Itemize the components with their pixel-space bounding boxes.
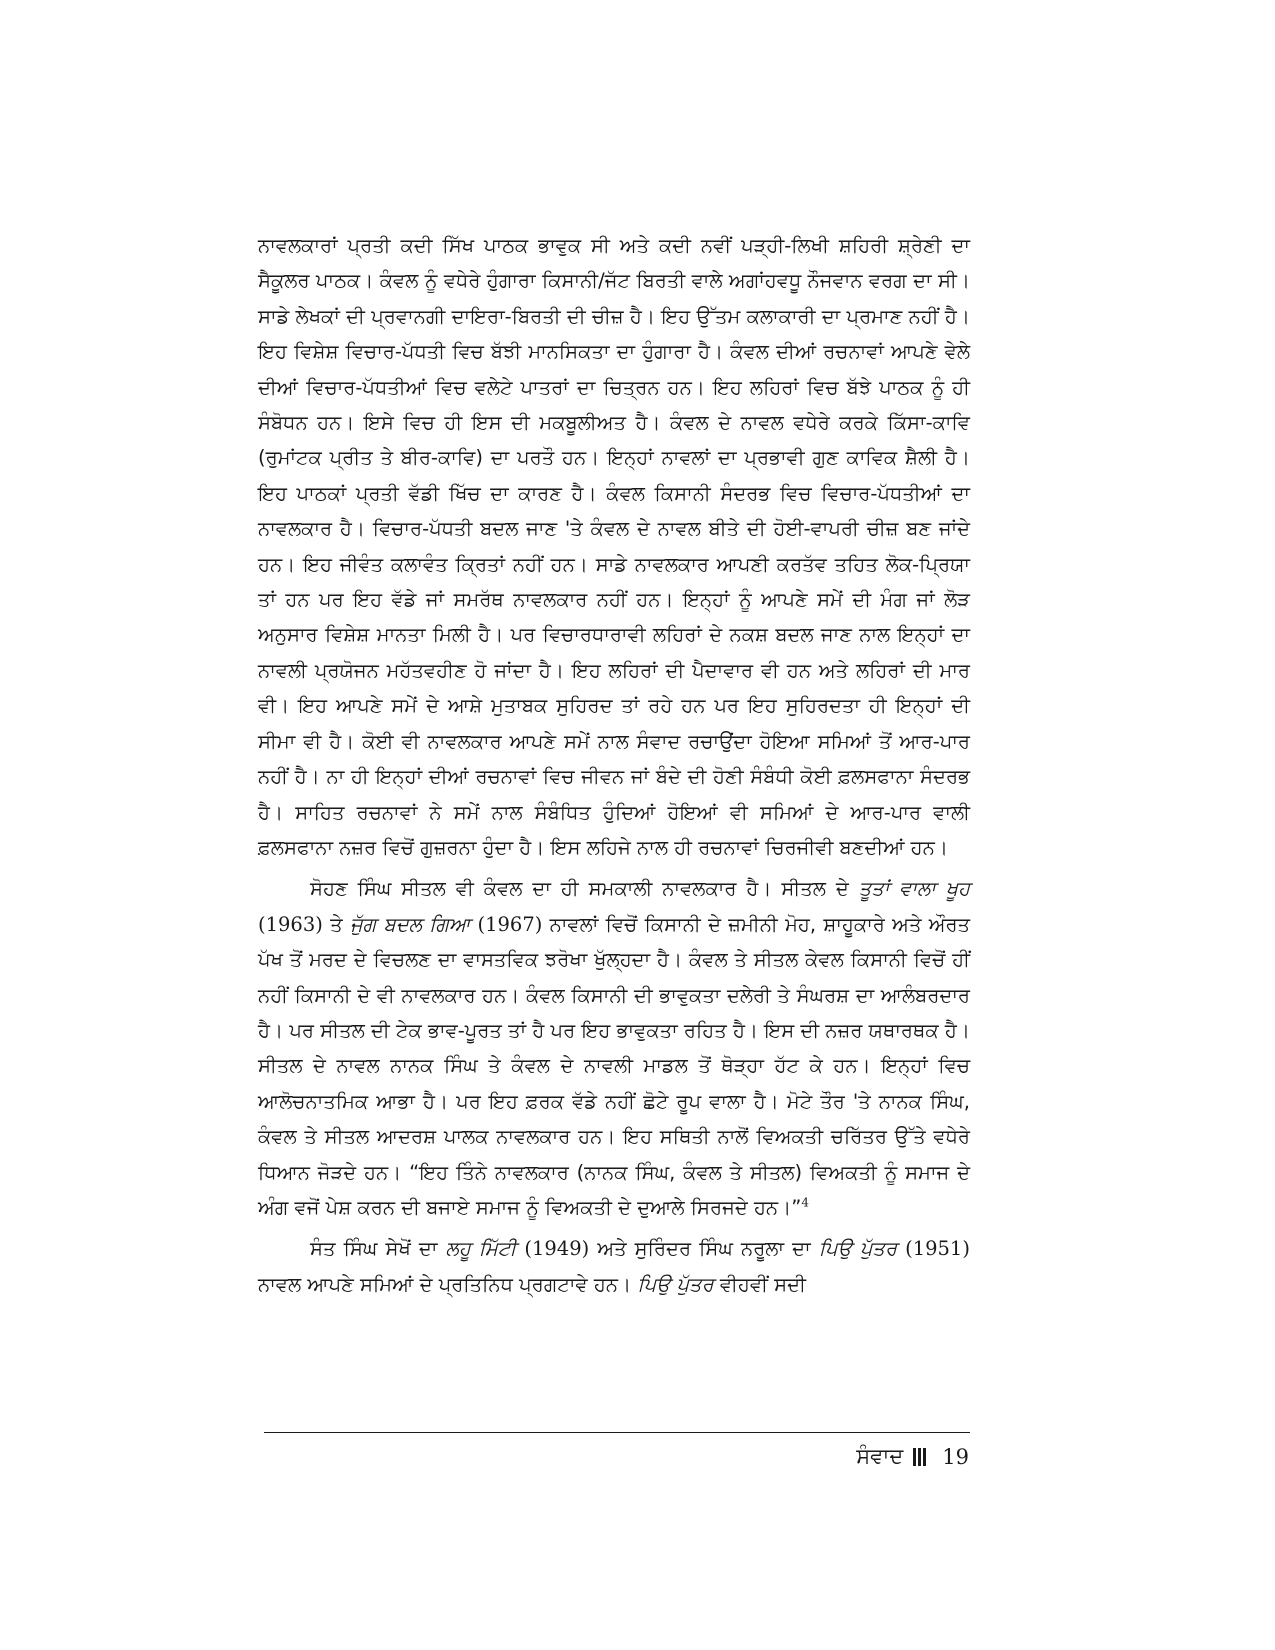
paragraph-2-text-c: ਨਾਵਲਾਂ ਵਿਚੋਂ ਕਿਸਾਨੀ ਦੇ ਜ਼ਮੀਨੀ ਮੋਹ, ਸ਼ਾਹੂਕਾਰੇ ਅਤੇ ਔਰਤ ਪੱਖ ਤੋਂ ਮਰਦ ਦੇ ਵਿਚਲਣ ਦਾ ਵਾਸਤਵਿਕ ਝਰੋਖਾ ਖੁੱਲ੍ਹਦਾ ਹੈ। ਕੰਵਲ ਤੇ ਸੀਤਲ ਕੇਵਲ ਕਿਸਾਨੀ ਵਿਚੋਂ ਹੀਂ ਨਹੀਂ ਕਿਸਾਨੀ ਦੇ ਵੀ ਨਾਵਲਕਾਰ ਹਨ। ਕੰਵਲ ਕਿਸਾਨੀ ਦੀ ਭਾਵੁਕਤਾ ਦਲੇਰੀ ਤੇ ਸੰਘਰਸ਼ ਦਾ ਆਲੰਬਰਦਾਰ ਹੈ। ਪਰ ਸੀਤਲ ਦੀ ਟੇਕ ਭਾਵ-ਪੂਰਤ ਤਾਂ ਹੈ ਪਰ ਇਹ ਭਾਵੁਕਤਾ ਰਹਿਤ ਹੈ। ਇਸ ਦੀ ਨਜ਼ਰ ਯਥਾਰਥਕ ਹੈ। ਸੀਤਲ ਦੇ ਨਾਵਲ ਨਾਨਕ ਸਿੰਘ ਤੇ ਕੰਵਲ ਦੇ ਨਾਵਲੀ ਮਾਡਲ ਤੋਂ ਥੋੜ੍ਹਾ ਹੱਟ ਕੇ ਹਨ। ਇਨ੍ਹਾਂ ਵਿਚ ਆਲੋਚਨਾਤਮਿਕ ਆਭਾ ਹੈ। ਪਰ ਇਹ ਫ਼ਰਕ ਵੱਡੇ ਨਹੀਂ ਛੋਟੇ ਰੂਪ ਵਾਲਾ ਹੈ। ਮੋਟੇ ਤੌਰ 'ਤੇ ਨਾਨਕ ਸਿੰਘ, ਕੰਵਲ ਤੇ ਸੀਤਲ ਆਦਰਸ਼ ਪਾਲਕ ਨਾਵਲਕਾਰ ਹਨ। ਇਹ ਸਥਿਤੀ ਨਾਲੋਂ ਵਿਅਕਤੀ ਚਰਿੱਤਰ ਉੱਤੇ ਵਧੇਰੇ ਧਿਆਨ ਜੋੜਦੇ ਹਨ। “ਇਹ ਤਿੰਨੇ ਨਾਵਲਕਾਰ (ਨਾਨਕ ਸਿੰਘ, ਕੰਵਲ ਤੇ ਸੀਤਲ) ਵਿਅਕਤੀ ਨੂੰ ਸਮਾਜ ਦੇ ਅੰਗ ਵਜੋਂ ਪੇਸ਼ ਕਰਨ ਦੀ ਬਜਾਏ ਸਮਾਜ ਨੂੰ ਵਿਅਕਤੀ ਦੇ ਦੁਆਲੇ ਸਿਰਜਦੇ ਹਨ।” (258, 912, 971, 1219)
journal-name: ਸੰਵਾਦ (856, 1444, 904, 1468)
book-title-piu-puttar-repeat: ਪਿਉ ਪੁੱਤਰ (637, 1272, 714, 1296)
footnote-marker: 4 (801, 1195, 809, 1210)
page-body (258, 228, 970, 1302)
paragraph-3-text-b: ਅਤੇ ਸੁਰਿੰਦਰ ਸਿੰਘ ਨਰੂਲਾ ਦਾ (597, 1237, 811, 1261)
paragraph-3-text-a: ਸੰਤ ਸਿੰਘ ਸੇਖੋਂ ਦਾ (310, 1237, 438, 1261)
page-footer (856, 1444, 969, 1469)
journal-bars-ornament (913, 1448, 926, 1466)
book-title-lahu-mitti: ਲਹੂ ਮਿੱਟੀ (445, 1237, 517, 1261)
paragraph-2 (258, 871, 970, 1225)
paragraph-3-text-d: ਵੀਹਵੀਂ ਸਦੀ (719, 1272, 806, 1296)
book-title-piu-puttar: ਪਿਉ ਪੁੱਤਰ (818, 1237, 897, 1261)
paragraph-3-text-c: ਨਾਵਲ ਆਪਣੇ ਸਮਿਆਂ ਦੇ ਪ੍ਰਤਿਨਿਧ ਪ੍ਰਗਟਾਵੇ ਹਨ। (258, 1272, 632, 1296)
year-1951: (1951) (905, 1237, 970, 1261)
footer-rule (264, 1432, 970, 1433)
year-1963: (1963) (258, 912, 323, 936)
year-1967: (1967) (477, 912, 543, 936)
paragraph-3 (258, 1231, 970, 1302)
year-1949: (1949) (524, 1237, 590, 1261)
book-title-jugg-badal-gia: ਜੁੱਗ ਬਦਲ ਗਿਆ (349, 912, 471, 936)
paragraph-2-text-a: ਸੋਹਣ ਸਿੰਘ ਸੀਤਲ ਵੀ ਕੰਵਲ ਦਾ ਹੀ ਸਮਕਾਲੀ ਨਾਵਲਕਾਰ ਹੈ। ਸੀਤਲ ਦੇ (310, 877, 859, 901)
page-number: 19 (942, 1444, 969, 1469)
book-title-tutan-wala-khooh: ਤੂਤਾਂ ਵਾਲਾ ਖੂਹ (858, 877, 970, 901)
paragraph-1: ਨਾਵਲਕਾਰਾਂ ਪ੍ਰਤੀ ਕਦੀ ਸਿੱਖ ਪਾਠਕ ਭਾਵੁਕ ਸੀ ਅਤੇ ਕਦੀ ਨਵੀਂ ਪੜ੍ਹੀ-ਲਿਖੀ ਸ਼ਹਿਰੀ ਸ਼੍ਰੇਣੀ ਦਾ ਸੈਕੂਲਰ ਪਾਠਕ। ਕੰਵਲ ਨੂੰ ਵਧੇਰੇ ਹੁੰਗਾਰਾ ਕਿਸਾਨੀ/ਜੱਟ ਬਿਰਤੀ ਵਾਲੇ ਅਗਾਂਹਵਧੂ ਨੌਜਵਾਨ ਵਰਗ ਦਾ ਸੀ। ਸਾਡੇ ਲੇਖਕਾਂ ਦੀ ਪ੍ਰਵਾਨਗੀ ਦਾਇਰਾ-ਬਿਰਤੀ ਦੀ ਚੀਜ਼ ਹੈ। ਇਹ ਉੱਤਮ ਕਲਾਕਾਰੀ ਦਾ ਪ੍ਰਮਾਣ ਨਹੀਂ ਹੈ। ਇਹ ਵਿਸ਼ੇਸ਼ ਵਿਚਾਰ-ਪੱਧਤੀ ਵਿਚ ਬੱਝੀ ਮਾਨਸਿਕਤਾ ਦਾ ਹੁੰਗਾਰਾ ਹੈ। ਕੰਵਲ ਦੀਆਂ ਰਚਨਾਵਾਂ ਆਪਣੇ ਵੇਲੇ ਦੀਆਂ ਵਿਚਾਰ-ਪੱਧਤੀਆਂ ਵਿਚ ਵਲੇਟੇ ਪਾਤਰਾਂ ਦਾ ਚਿਤ੍ਰਨ ਹਨ। ਇਹ ਲਹਿਰਾਂ ਵਿਚ ਬੱਝੇ ਪਾਠਕ ਨੂੰ ਹੀ ਸੰਬੋਧਨ ਹਨ। ਇਸੇ ਵਿਚ ਹੀ ਇਸ ਦੀ ਮਕਬੂਲੀਅਤ ਹੈ। ਕੰਵਲ ਦੇ ਨਾਵਲ ਵਧੇਰੇ ਕਰਕੇ ਕਿੱਸਾ-ਕਾਵਿ (ਰੁਮਾਂਟਕ ਪ੍ਰੀਤ ਤੇ ਬੀਰ-ਕਾਵਿ) ਦਾ ਪਰਤੌ ਹਨ। ਇਨ੍ਹਾਂ ਨਾਵਲਾਂ ਦਾ ਪ੍ਰਭਾਵੀ ਗੁਣ ਕਾਵਿਕ ਸ਼ੈਲੀ ਹੈ। ਇਹ ਪਾਠਕਾਂ ਪ੍ਰਤੀ ਵੱਡੀ ਖਿੱਚ ਦਾ ਕਾਰਣ ਹੈ। ਕੰਵਲ ਕਿਸਾਨੀ ਸੰਦਰਭ ਵਿਚ ਵਿਚਾਰ-ਪੱਧਤੀਆਂ ਦਾ ਨਾਵਲਕਾਰ ਹੈ। ਵਿਚਾਰ-ਪੱਧਤੀ ਬਦਲ ਜਾਣ 'ਤੇ ਕੰਵਲ ਦੇ ਨਾਵਲ ਬੀਤੇ ਦੀ ਹੋਈ-ਵਾਪਰੀ ਚੀਜ਼ ਬਣ ਜਾਂਦੇ ਹਨ। ਇਹ ਜੀਵੰਤ ਕਲਾਵੰਤ ਕ੍ਰਿਤਾਂ ਨਹੀਂ ਹਨ। ਸਾਡੇ ਨਾਵਲਕਾਰ ਆਪਣੀ ਕਰਤੱਵ ਤਹਿਤ ਲੋਕ-ਪ੍ਰਿਯਾ ਤਾਂ ਹਨ ਪਰ ਇਹ ਵੱਡੇ ਜਾਂ ਸਮਰੱਥ ਨਾਵਲਕਾਰ ਨਹੀਂ ਹਨ। ਇਨ੍ਹਾਂ ਨੂੰ ਆਪਣੇ ਸਮੇਂ ਦੀ ਮੰਗ ਜਾਂ ਲੋੜ ਅਨੁਸਾਰ ਵਿਸ਼ੇਸ਼ ਮਾਨਤਾ ਮਿਲੀ ਹੈ। ਪਰ ਵਿਚਾਰਧਾਰਾਵੀ ਲਹਿਰਾਂ ਦੇ ਨਕਸ਼ ਬਦਲ ਜਾਣ ਨਾਲ ਇਨ੍ਹਾਂ ਦਾ ਨਾਵਲੀ ਪ੍ਰਯੋਜਨ ਮਹੱਤਵਹੀਣ ਹੋ ਜਾਂਦਾ ਹੈ। ਇਹ ਲਹਿਰਾਂ ਦੀ ਪੈਦਾਵਾਰ ਵੀ ਹਨ ਅਤੇ ਲਹਿਰਾਂ ਦੀ ਮਾਰ ਵੀ। ਇਹ ਆਪਣੇ ਸਮੇਂ ਦੇ ਆਸ਼ੇ ਮੁਤਾਬਕ ਸੁਹਿਰਦ ਤਾਂ ਰਹੇ ਹਨ ਪਰ ਇਹ ਸੁਹਿਰਦਤਾ ਹੀ ਇਨ੍ਹਾਂ ਦੀ ਸੀਮਾ ਵੀ ਹੈ। ਕੋਈ ਵੀ ਨਾਵਲਕਾਰ ਆਪਣੇ ਸਮੇਂ ਨਾਲ ਸੰਵਾਦ ਰਚਾਉਂਦਾ ਹੋਇਆ ਸਮਿਆਂ ਤੋਂ ਆਰ-ਪਾਰ ਨਹੀਂ ਹੈ। ਨਾ ਹੀ ਇਨ੍ਹਾਂ ਦੀਆਂ ਰਚਨਾਵਾਂ ਵਿਚ ਜੀਵਨ ਜਾਂ ਬੰਦੇ ਦੀ ਹੋਣੀ ਸੰਬੰਧੀ ਕੋਈ ਫ਼ਲਸਫਾਨਾ ਸੰਦਰਭ ਹੈ। ਸਾਹਿਤ ਰਚਨਾਵਾਂ ਨੇ ਸਮੇਂ ਨਾਲ ਸੰਬੰਧਿਤ ਹੁੰਦਿਆਂ ਹੋਇਆਂ ਵੀ ਸਮਿਆਂ ਦੇ ਆਰ-ਪਾਰ ਵਾਲੀ ਫ਼ਲਸਫਾਨਾ ਨਜ਼ਰ ਵਿਚੋਂ ਗੁਜ਼ਰਨਾ ਹੁੰਦਾ ਹੈ। ਇਸ ਲਹਿਜੇ ਨਾਲ ਹੀ ਰਚਨਾਵਾਂ ਚਿਰਜੀਵੀ ਬਣਦੀਆਂ ਹਨ। (258, 234, 970, 859)
paragraph-2-text-b: ਤੇ (330, 912, 343, 936)
